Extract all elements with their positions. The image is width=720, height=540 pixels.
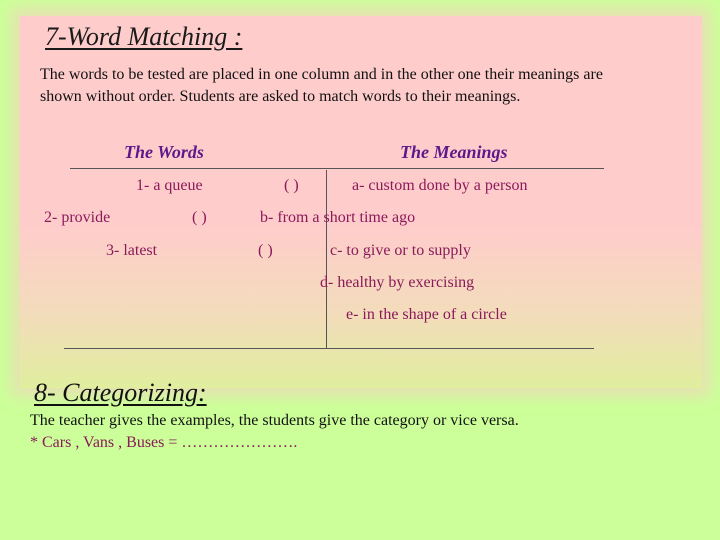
- table-bottom-line: [64, 348, 594, 349]
- meanings-column-header: The Meanings: [400, 142, 508, 162]
- meaning-item: d- healthy by exercising: [320, 274, 475, 291]
- answer-blank[interactable]: ( ): [258, 242, 273, 259]
- meaning-item: c- to give or to supply: [330, 242, 471, 259]
- answer-blank[interactable]: ( ): [284, 177, 299, 194]
- header-divider-line: [70, 168, 604, 169]
- categorizing-example: * Cars , Vans , Buses = ………………….: [30, 434, 298, 451]
- meaning-item: b- from a short time ago: [260, 209, 416, 226]
- column-divider-line: [326, 170, 327, 348]
- section-title-word-matching: 7-Word Matching :: [45, 22, 243, 51]
- word-item: 3- latest: [106, 242, 158, 259]
- section-title-categorizing: 8- Categorizing:: [34, 378, 207, 407]
- meaning-item: e- in the shape of a circle: [346, 306, 507, 323]
- meaning-item: a- custom done by a person: [352, 177, 528, 194]
- intro-paragraph: The words to be tested are placed in one column and in the other one their meanings are shown without order. Students are asked to match words to their meanings.: [40, 66, 603, 105]
- answer-blank[interactable]: ( ): [192, 209, 207, 226]
- categorizing-description: The teacher gives the examples, the students give the category or vice versa.: [30, 412, 519, 429]
- words-column-header: The Words: [124, 142, 204, 162]
- word-item: 2- provide: [44, 209, 111, 226]
- word-item: 1- a queue: [136, 177, 203, 194]
